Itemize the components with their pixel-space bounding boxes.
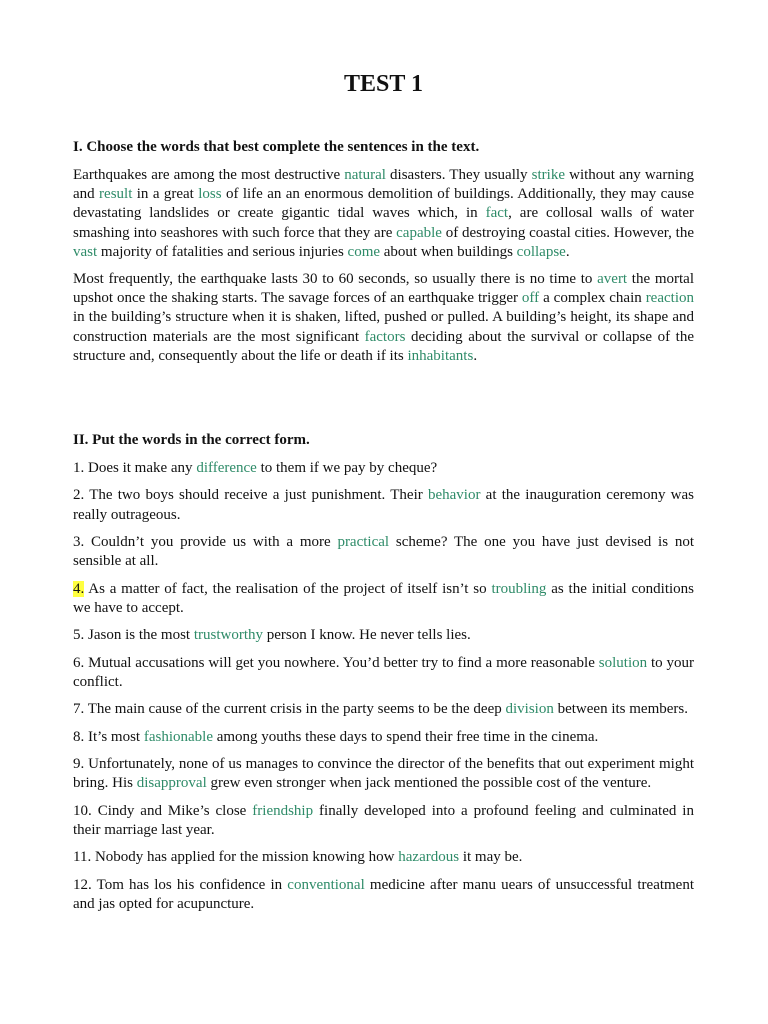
text-segment: Earthquakes are among the most destructive bbox=[73, 167, 345, 183]
text-segment: 3. Couldn’t you provide us with a more bbox=[73, 534, 338, 551]
text-segment: majority of fatalities and serious injuries bbox=[97, 243, 348, 260]
text-segment: a complex chain bbox=[539, 290, 646, 307]
text-segment: deciding about the survival or collapse of the structure and, consequently about the life or death if its bbox=[73, 328, 694, 364]
exercise-item-11 bbox=[73, 848, 694, 867]
text-segment: 6. Mutual accusations will get you nowhere. You’d better try to find a more reasonable bbox=[73, 654, 599, 671]
answer-word: factors bbox=[364, 328, 406, 345]
answer-word: trustworthy bbox=[193, 627, 264, 644]
answer-word: behavior bbox=[427, 487, 481, 504]
page-title: TEST 1 bbox=[344, 71, 423, 97]
text-segment: disasters. They usually bbox=[385, 167, 532, 183]
text-segment: person I know. He never tells lies. bbox=[263, 627, 471, 644]
text-segment: of destroying coastal cities. However, the bbox=[441, 224, 694, 241]
text-segment: between its members. bbox=[553, 701, 688, 718]
text-segment: finally developed into a profound feeling and culminated in their marriage last year. bbox=[73, 802, 694, 838]
text-segment: As a matter of fact, the realisation of the project of itself isn’t so bbox=[84, 580, 492, 597]
answer-word: result bbox=[99, 186, 133, 203]
exercise-item-4 bbox=[73, 580, 694, 618]
text-segment: 2. The two boys should receive a just punishment. Their bbox=[73, 487, 428, 504]
answer-word: troubling bbox=[491, 580, 547, 597]
text-segment: without any warning and bbox=[73, 167, 694, 203]
exercise-item-10 bbox=[73, 802, 694, 840]
exercise-item-6 bbox=[73, 654, 694, 692]
answer-word: come bbox=[347, 243, 381, 260]
section-1-paragraph-1 bbox=[73, 166, 694, 262]
text-segment: medicine after manu uears of unsuccessful treatment and jas opted for acupuncture. bbox=[73, 876, 695, 912]
text-segment: as the initial conditions we have to accept. bbox=[73, 580, 694, 616]
answer-word: solution bbox=[598, 654, 648, 671]
text-segment: 11. Nobody has applied for the mission knowing how bbox=[73, 849, 399, 866]
text-segment: 7. The main cause of the current crisis in the party seems to be the deep bbox=[73, 701, 506, 718]
highlighted-number: 4. bbox=[73, 580, 85, 597]
text-segment: scheme? The one you have just devised is not sensible at all. bbox=[73, 534, 694, 570]
text-segment: among youths these days to spend their free time in the cinema. bbox=[212, 728, 599, 745]
answer-word: strike bbox=[531, 167, 565, 183]
answer-word: fashionable bbox=[143, 728, 213, 745]
text-segment: at the inauguration ceremony was really outrageous. bbox=[73, 487, 694, 523]
exercise-item-9 bbox=[73, 755, 694, 793]
text-segment: to them if we pay by cheque? bbox=[256, 460, 438, 477]
text-segment: . bbox=[473, 347, 478, 364]
text-segment: in a great bbox=[132, 186, 199, 203]
answer-word: practical bbox=[337, 534, 390, 551]
exercise-item-7 bbox=[73, 700, 694, 719]
text-segment: grew even stronger when jack mentioned the possible cost of the venture. bbox=[206, 775, 652, 792]
answer-word: off bbox=[521, 290, 540, 307]
answer-word: reaction bbox=[645, 290, 694, 307]
section-2-item-list bbox=[73, 459, 694, 914]
text-segment: of life an an enormous demolition of buildings. Additionally, they may cause devastating landslides or create gigantic tidal waves which, in bbox=[73, 186, 694, 222]
answer-word: difference bbox=[196, 460, 257, 477]
exercise-item-1 bbox=[73, 459, 694, 478]
answer-word: natural bbox=[344, 167, 386, 183]
text-segment: , are collosal walls of water smashing into seashores with such force that they are bbox=[73, 205, 695, 241]
exercise-item-5 bbox=[73, 626, 694, 645]
answer-word: disapproval bbox=[136, 775, 207, 792]
text-segment: about when buildings bbox=[380, 243, 517, 260]
text-segment: it may be. bbox=[459, 849, 523, 866]
answer-word: vast bbox=[73, 243, 98, 260]
text-segment: in the building’s structure when it is shaken, lifted, pushed or pulled. A building’s height, its shape and construction materials are the most significant bbox=[73, 309, 694, 345]
exercise-item-2 bbox=[73, 486, 694, 524]
answer-word: fact bbox=[485, 205, 509, 222]
answer-word: hazardous bbox=[398, 849, 460, 866]
answer-word: conventional bbox=[287, 876, 365, 893]
answer-word: capable bbox=[396, 224, 442, 241]
text-segment: 9. Unfortunately, none of us manages to convince the director of the benefits that out experiment might bring. His bbox=[73, 755, 694, 792]
text-segment: 5. Jason is the most bbox=[73, 627, 194, 644]
text-segment: Most frequently, the earthquake lasts 30 to 60 seconds, so usually there is no time to bbox=[73, 271, 598, 288]
exercise-item-8 bbox=[73, 728, 694, 747]
text-segment: 12. Tom has los his confidence in bbox=[73, 876, 288, 893]
section-1-heading: I. Choose the words that best complete the sentences in the text. bbox=[73, 139, 480, 155]
text-segment: the mortal upshot once the shaking starts. The savage forces of an earthquake trigger bbox=[73, 271, 694, 307]
text-segment: 8. It’s most bbox=[73, 728, 144, 745]
answer-word: division bbox=[505, 701, 554, 718]
text-segment: . bbox=[565, 243, 570, 260]
section-2-heading: II. Put the words in the correct form. bbox=[73, 432, 310, 449]
answer-word: avert bbox=[597, 271, 628, 288]
section-1-paragraph-2 bbox=[73, 270, 694, 366]
answer-word: collapse bbox=[516, 243, 566, 260]
text-segment: to your conflict. bbox=[73, 654, 694, 690]
exercise-item-12 bbox=[73, 876, 694, 914]
answer-word: loss bbox=[198, 186, 222, 203]
text-segment: 1. Does it make any bbox=[73, 460, 197, 477]
text-segment: 10. Cindy and Mike’s close bbox=[73, 802, 253, 819]
answer-word: inhabitants bbox=[407, 347, 474, 364]
exercise-item-3 bbox=[73, 533, 694, 571]
answer-word: friendship bbox=[252, 802, 314, 819]
